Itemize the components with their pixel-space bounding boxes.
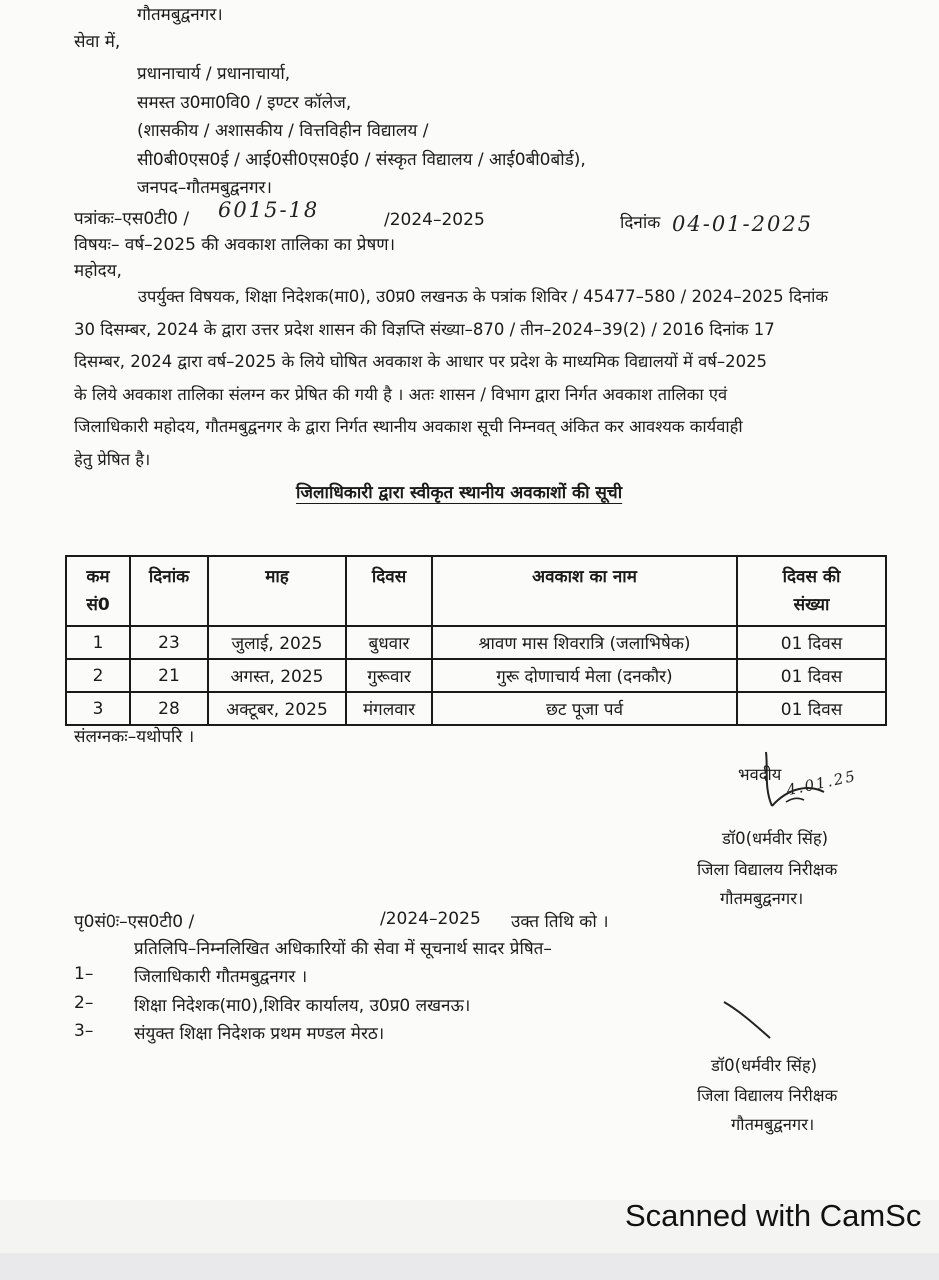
cell-date: 23 (130, 626, 208, 659)
copy-ref-session: /2024–2025 (380, 909, 481, 929)
dinank-label: दिनांक (620, 213, 661, 233)
cell-days-count: 01 दिवस (737, 692, 886, 725)
body-line: 30 दिसम्बर, 2024 के द्वारा उत्तर प्रदेश शासन की विज्ञप्ति संख्या–870 / तीन–2024–39(2) / 2016 दिनांक 17 (74, 319, 775, 339)
header-serial-line1: कम (86, 567, 110, 587)
copy-item-number: 2– (74, 993, 94, 1013)
copy-item-number: 1– (74, 964, 94, 984)
signature-1-place: गौतमबुद्वनगर। (720, 889, 804, 908)
cell-holiday-name: छट पूजा पर्व (432, 692, 737, 725)
recipient-line: प्रधानाचार्य / प्रधानाचार्या, (137, 64, 291, 84)
signature-2-place: गौतमबुद्वनगर। (731, 1115, 815, 1134)
cell-day: बुधवार (346, 626, 432, 659)
copy-item-number: 3– (74, 1021, 94, 1041)
patrank-label: पत्रांकः–एस0टी0 / (74, 209, 190, 229)
cell-date: 28 (130, 692, 208, 725)
copy-ukt-tithi: उक्त तिथि को । (511, 912, 609, 932)
copy-ref-label: पृ0सं0ः–एस0टी0 / (74, 912, 195, 932)
recipient-line: समस्त उ0मा0वि0 / इण्टर कॉलेज, (137, 93, 352, 113)
holiday-table (65, 555, 887, 726)
copy-item-text: जिलाधिकारी गौतमबुद्वनगर । (134, 967, 308, 987)
salutation: महोदय, (74, 261, 122, 281)
signature-2-designation: जिला विद्यालय निरीक्षक (697, 1086, 838, 1105)
closing-bhavdiya: भवदीय (738, 765, 782, 784)
cell-month: अगस्त, 2025 (208, 659, 346, 692)
cell-holiday-name: गुरू दोणाचार्य मेला (दनकौर) (432, 659, 737, 692)
table-row (66, 659, 886, 692)
header-month: माह (208, 556, 346, 626)
body-line: उपर्युक्त विषयक, शिक्षा निदेशक(मा0), उ0प्र0 लखनऊ के पत्रांक शिविर / 45477–580 / 2024–2025 दिनांक (138, 287, 829, 306)
cell-holiday-name: श्रावण मास शिवरात्रि (जलाभिषेक) (432, 626, 737, 659)
signature-1-name: डॉ0(धर्मवीर सिंह) (722, 829, 829, 848)
table-header-row (66, 556, 886, 626)
cell-serial: 1 (66, 626, 130, 659)
table-row (66, 692, 886, 725)
cell-month: अक्टूबर, 2025 (208, 692, 346, 725)
place-header: गौतमबुद्वनगर। (137, 5, 223, 25)
body-paragraph (74, 281, 894, 477)
subject: विषयः– वर्ष–2025 की अवकाश तालिका का प्रेषण। (74, 235, 396, 255)
table-title: जिलाधिकारी द्वारा स्वीकृत स्थानीय अवकाशों की सूची (296, 483, 623, 503)
enclosure: संलग्नकः–यथोपरि । (74, 727, 195, 747)
cell-date: 21 (130, 659, 208, 692)
header-days-count-line1: दिवस की (782, 567, 841, 587)
copy-intro: प्रतिलिपि–निम्नलिखित अधिकारियों की सेवा में सूचनार्थ सादर प्रेषित– (134, 939, 552, 959)
cell-serial: 2 (66, 659, 130, 692)
recipient-line: जनपद–गौतमबुद्वनगर। (137, 178, 272, 198)
seva-mein: सेवा में, (74, 32, 121, 52)
copy-item-text: संयुक्त शिक्षा निदेशक प्रथम मण्डल मेरठ। (134, 1024, 385, 1044)
header-days-count (737, 556, 886, 626)
cell-serial: 3 (66, 692, 130, 725)
table-row (66, 626, 886, 659)
header-day: दिवस (346, 556, 432, 626)
header-serial-line2: सं0 (86, 595, 110, 615)
cell-days-count: 01 दिवस (737, 659, 886, 692)
cell-month: जुलाई, 2025 (208, 626, 346, 659)
body-line: दिसम्बर, 2024 द्वारा वर्ष–2025 के लिये घोषित अवकाश के आधार पर प्रदेश के माध्यमिक विद्यालयों में वर्ष–2025 (74, 352, 768, 372)
cell-day: मंगलवार (346, 692, 432, 725)
patrank-handwritten: 6015-18 (218, 198, 320, 222)
body-line: के लिये अवकाश तालिका संलग्न कर प्रेषित की गयी है । अतः शासन / विभाग द्वारा निर्गत अवकाश तालिका एवं (74, 384, 728, 404)
camscanner-watermark: Scanned with CamSc (625, 1198, 922, 1233)
header-serial (66, 556, 130, 626)
signature-1-date: 4.01.25 (784, 766, 859, 800)
cell-day: गुरूवार (346, 659, 432, 692)
copy-item-text: शिक्षा निदेशक(मा0),शिविर कार्यालय, उ0प्र0 लखनऊ। (134, 996, 471, 1016)
recipient-line: (शासकीय / अशासकीय / वित्तविहीन विद्यालय / (137, 121, 429, 141)
signature-1-designation: जिला विद्यालय निरीक्षक (697, 860, 838, 879)
body-line: हेतु प्रेषित है। (74, 449, 151, 469)
body-line: जिलाधिकारी महोदय, गौतमबुद्वनगर के द्वारा निर्गत स्थानीय अवकाश सूची निम्नवत् अंकित कर आवश्यक कार्यवाही (74, 417, 743, 437)
recipient-line: सी0बी0एस0ई / आई0सी0एस0ई0 / संस्कृत विद्यालय / आई0बी0बोर्ड), (137, 150, 586, 170)
header-date: दिनांक (130, 556, 208, 626)
patrank-session: /2024–2025 (384, 210, 485, 230)
dinank-handwritten: 04-01-2025 (672, 212, 814, 236)
scanner-bottom-strip (0, 1253, 939, 1280)
cell-days-count: 01 दिवस (737, 626, 886, 659)
signature-2-name: डॉ0(धर्मवीर सिंह) (711, 1056, 818, 1075)
signature-2-scribble (718, 996, 798, 1044)
header-days-count-line2: संख्या (793, 595, 830, 615)
header-holiday-name: अवकाश का नाम (432, 556, 737, 626)
